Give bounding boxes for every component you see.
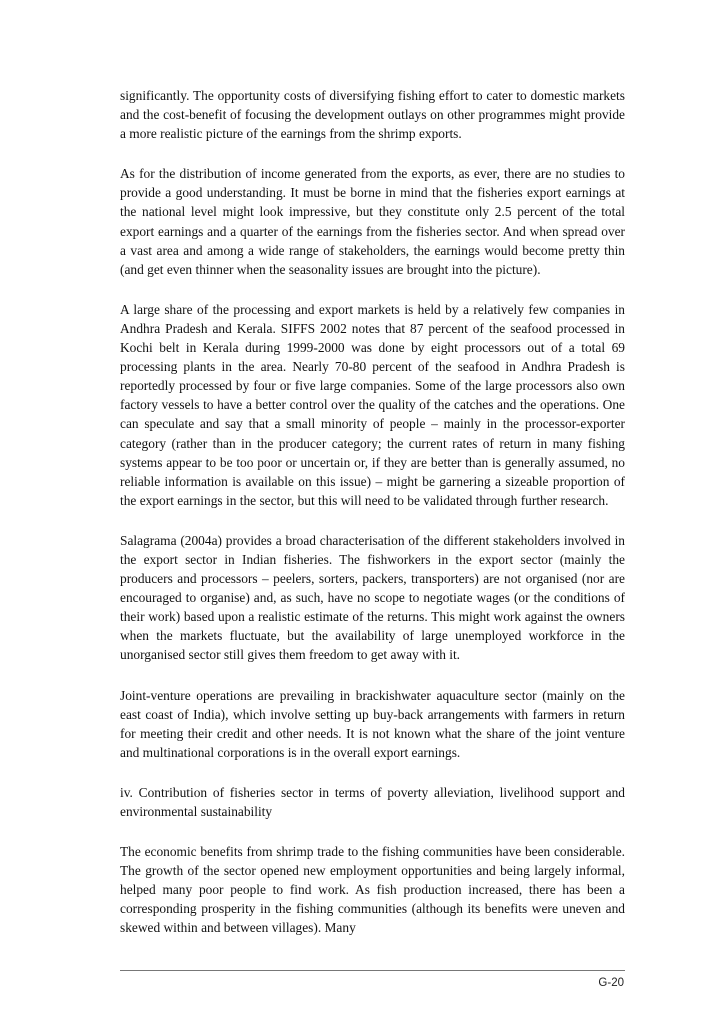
paragraph-processing-markets: A large share of the processing and export markets is held by a relatively few companies in Andhra Pradesh and Kerala. SIFFS 2002 notes that 87 percent of the seafood processed in Kochi belt in Kerala during 1999-2000 was done by eight processors out of a total 69 processing plants in the area. Nearly 70-80 percent of the seafood in Andhra Pradesh is reportedly processed by four or five large companies. Some of the large processors also own factory vessels to have a better control over the quality of the catches and the operations. One can speculate and say that a small minority of people – mainly in the processor-exporter category (rather than in the producer category; the current rates of return in many fishing systems appear to be too poor or uncertain or, if they are better than is generally assumed, no reliable information is available on this issue) – might be garnering a sizeable proportion of the export earnings in the sector, but this will need to be validated through further research. xyxy=(120,301,625,508)
paragraph-economic-benefits: The economic benefits from shrimp trade to the fishing communities have been considerable. The growth of the sector opened new employment opportunities and being largely informal, helped many poor people to find work. As fish production increased, there has been a corresponding prosperity in the fishing communities (although its benefits were uneven and skewed within and between villages). Many xyxy=(120,844,625,936)
body-text xyxy=(120,86,625,959)
paragraph-continuation: significantly. The opportunity costs of diversifying fishing effort to cater to domestic markets and the cost-benefit of focusing the development outlays on other programmes might provide a more realistic picture of the earnings from the shrimp exports. xyxy=(120,88,625,142)
paragraph-income-distribution: As for the distribution of income generated from the exports, as ever, there are no studies to provide a good understanding. It must be borne in mind that the fisheries export earnings at the national level might look impressive, but they constitute only 2.5 percent of the total export earnings and a quarter of the earnings from the fisheries sector. And when spread over a vast area and among a wide range of stakeholders, the earnings would become pretty thin (and get even thinner when the seasonality issues are brought into the picture). xyxy=(120,166,625,277)
paragraph-stakeholders: Salagrama (2004a) provides a broad characterisation of the different stakeholders involved in the export sector in Indian fisheries. The fishworkers in the export sector (mainly the producers and processors – peelers, sorters, packers, transporters) are not organised (nor are encouraged to organise) and, as such, have no scope to negotiate wages (or the conditions of their work) based upon a realistic estimate of the returns. This might work against the owners when the markets fluctuate, but the availability of large unemployed workforce in the unorganised sector still gives them freedom to get away with it. xyxy=(120,532,625,663)
paragraph-joint-ventures: Joint-venture operations are prevailing in brackishwater aquaculture sector (mainly on the east coast of India), which involve setting up buy-back arrangements with farmers in return for meeting their credit and other needs. It is not known what the share of the joint venture and multinational corporations is in the overall export earnings. xyxy=(120,687,625,760)
section-heading: iv. Contribution of fisheries sector in terms of poverty alleviation, livelihood support and environmental sustainability xyxy=(120,784,625,819)
page-number: G-20 xyxy=(598,977,624,989)
footer-divider xyxy=(120,970,625,971)
